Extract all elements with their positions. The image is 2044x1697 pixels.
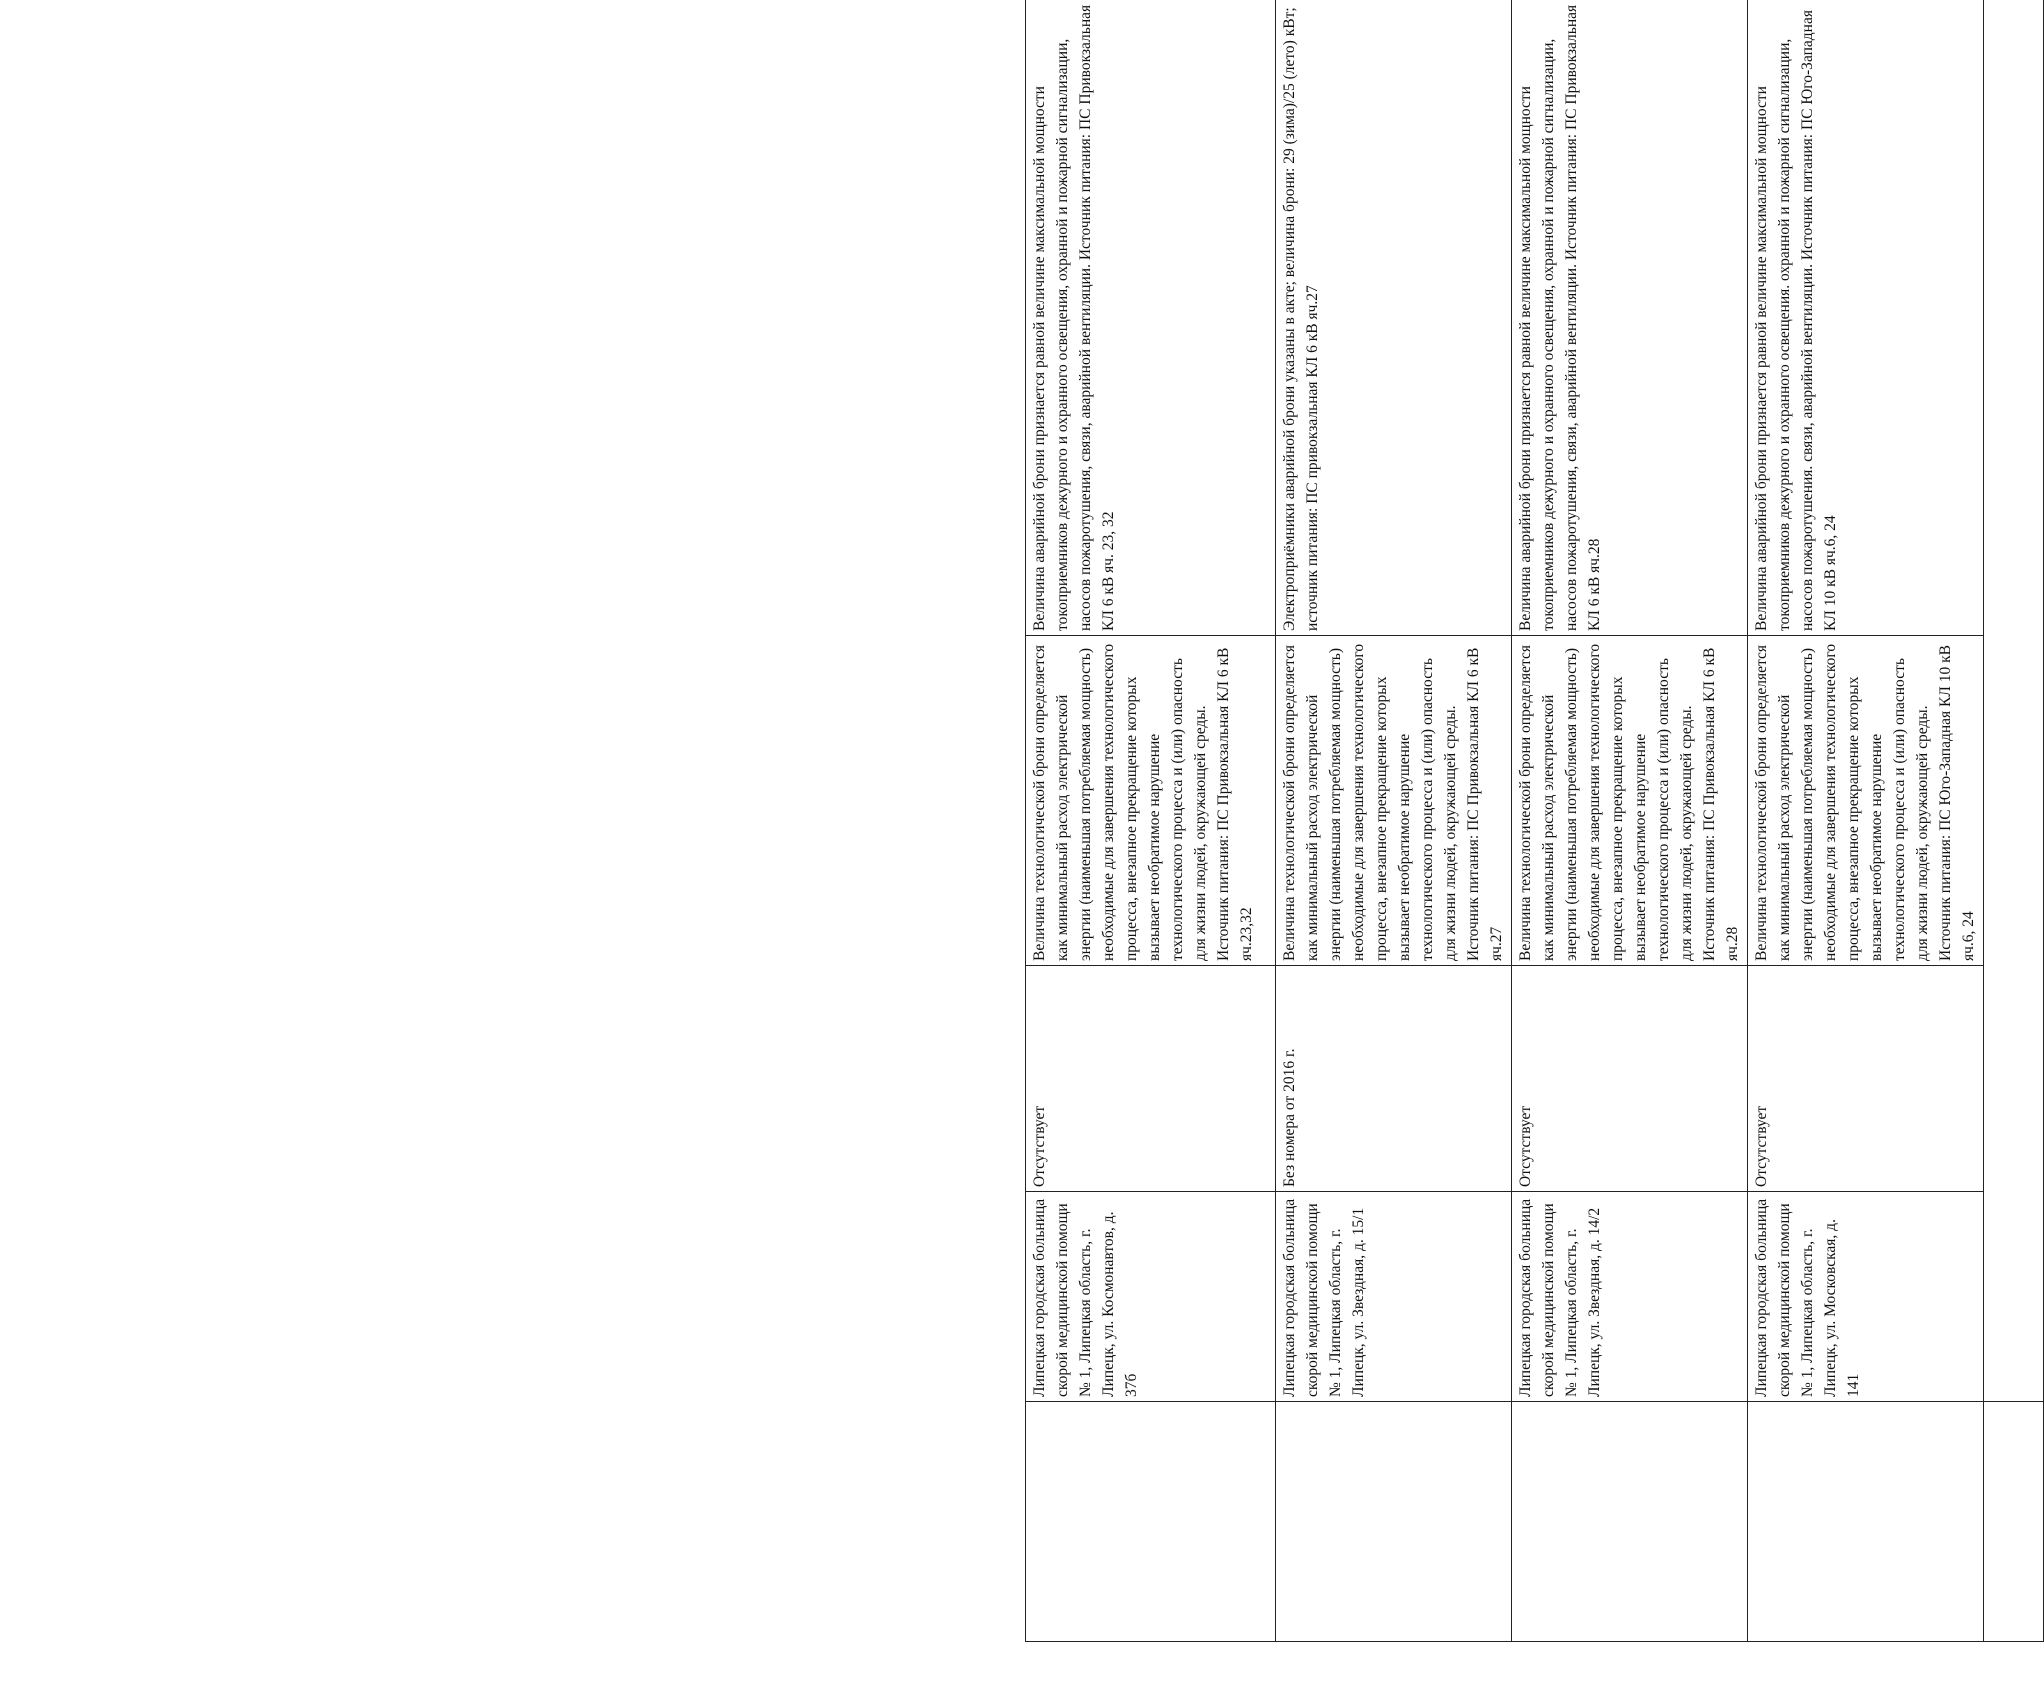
row-number-cell [1276, 1402, 1512, 1642]
emergency-reserve-cell: Величина аварийной брони признается равной величине максимальной мощности токоприемников дежурного и охранного освещения, охранной и пожарной сигнализации, насосов пожаротушения, связи, аварийной вентиляции. Источник питания: ПС Привокзальная КЛ 6 кВ яч. 23, 32 [1026, 0, 1276, 636]
empty-cell [1984, 1192, 2044, 1402]
technological-reserve-cell: Величина технологической брони определяется как минимальный расход электрической энергии (наименьшая потребляемая мощность) необходимые для завершения технологического процесса, внезапное прекращение которых вызывает необратимое нарушение технологического процесса и (или) опасность для жизни людей, окружающей среды. Источник питания: ПС Привокзальная КЛ 6 кВ яч.27 [1276, 636, 1512, 966]
emergency-reserve-cell: Величина аварийной брони признается равной величине максимальной мощности токоприемников дежурного и охранного освещения, охранной и пожарной сигнализации, насосов пожаротушения, связи, аварийной вентиляции. Источник питания: ПС Привокзальная КЛ 6 кВ яч.28 [1512, 0, 1748, 636]
table-row [1512, 0, 1748, 1642]
organization-address-cell: Липецкая городская больница скорой медицинской помощи № 1, Липецкая область, г. Липецк, ул. Космонавтов, д. 37б [1026, 1192, 1276, 1402]
act-number-cell: Отсутствует [1512, 966, 1748, 1192]
table-row [1026, 0, 1276, 1642]
emergency-reserve-cell: Величина аварийной брони признается равной величине максимальной мощности токоприемников дежурного и охранного освещения. охранной и пожарной сигнализации, насосов пожаротушения. связи, аварийной вентиляции. Источник питания: ПС Юго-Западная КЛ 10 кВ яч.6, 24 [1748, 0, 1984, 636]
act-number-cell: Без номера от 2016 г. [1276, 966, 1512, 1192]
act-number-cell: Отсутствует [1026, 966, 1276, 1192]
technological-reserve-cell: Величина технологической брони определяется как минимальный расход электрической энергии (наименьшая потребляемая мощность) необходимые для завершения технологического процесса, внезапное прекращение которых вызывает необратимое нарушение технологического процесса и (или) опасность для жизни людей, окружающей среды. Источник питания: ПС Юго-Западная КЛ 10 кВ яч.6, 24 [1748, 636, 1984, 966]
organization-address-cell: Липецкая городская больница скорой медицинской помощи № 1, Липецкая область, г. Липецк, ул. Звездная, д. 14/2 [1512, 1192, 1748, 1402]
organization-address-cell: Липецкая городская больница скорой медицинской помощи № 1, Липецкая область, г. Липецк, ул. Звездная, д. 15/1 [1276, 1192, 1512, 1402]
row-number-cell [1026, 1402, 1276, 1642]
table-row [1276, 0, 1512, 1642]
organization-address-cell: Липецкая городская больница скорой медицинской помощи № 1, Липецкая область, г. Липецк, ул. Московская, д. 141 [1748, 1192, 1984, 1402]
technological-reserve-cell: Величина технологической брони определяется как минимальный расход электрической энергии (наименьшая потребляемая мощность) необходимые для завершения технологического процесса, внезапное прекращение которых вызывает необратимое нарушение технологического процесса и (или) опасность для жизни людей, окружающей среды. Источник питания: ПС Привокзальная КЛ 6 кВ яч.23,32 [1026, 636, 1276, 966]
empty-cell [1984, 1402, 2044, 1642]
act-number-cell: Отсутствует [1748, 966, 1984, 1192]
reserve-table [1025, 0, 2044, 1642]
empty-cell [1984, 0, 2044, 1192]
technological-reserve-cell: Величина технологической брони определяется как минимальный расход электрической энергии (наименьшая потребляемая мощность) необходимые для завершения технологического процесса, внезапное прекращение которых вызывает необратимое нарушение технологического процесса и (или) опасность для жизни людей, окружающей среды. Источник питания: ПС Привокзальная КЛ 6 кВ яч.28 [1512, 636, 1748, 966]
row-number-cell [1748, 1402, 1984, 1642]
row-number-cell [1512, 1402, 1748, 1642]
emergency-reserve-cell: Электроприёмники аварийной брони указаны в акте; величина брони: 29 (зима)/25 (лето) кВт; источник питания: ПС привокзальная КЛ 6 кВ яч.27 [1276, 0, 1512, 636]
rotated-document [1025, 0, 2043, 1642]
table-row [1748, 0, 1984, 1642]
empty-row [1984, 0, 2044, 1642]
